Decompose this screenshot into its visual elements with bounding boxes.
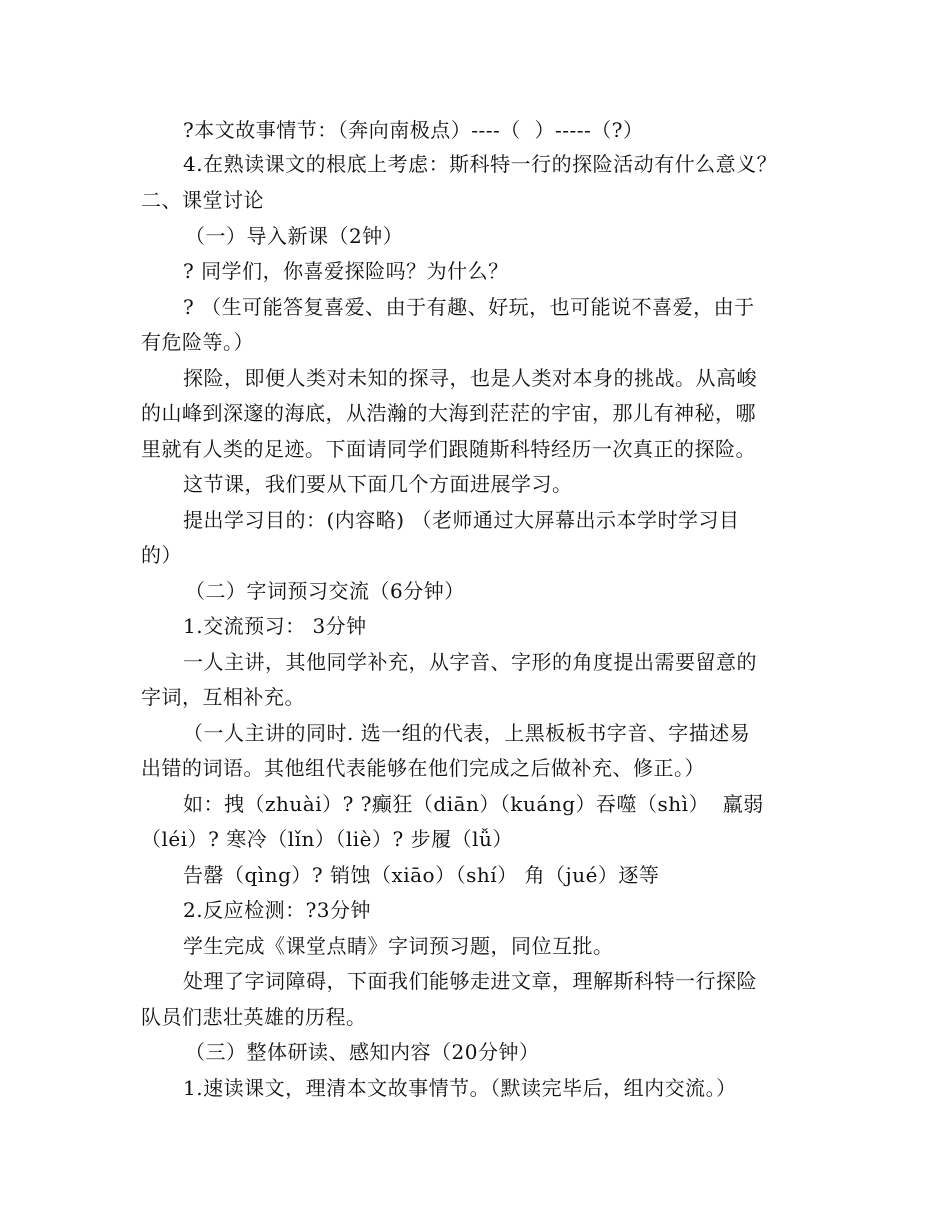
question-4: 4.在熟读课文的根底上考虑：斯科特一行的探险活动有什么意义？	[183, 152, 778, 176]
story-plot-line: ?本文故事情节：（奔向南极点）----（ ）-----（?）	[183, 118, 644, 142]
paragraph-line: 如：拽（zhuài）? ?癫狂（diān）（kuáng）吞噬（shì） 羸弱	[183, 792, 764, 816]
paragraph-line: 告罄（qìng）? 销蚀（xiāo）（shí） 角（jué）逐等	[183, 863, 660, 887]
paragraph-line: 出错的词语。其他组代表能够在他们完成之后做补充、修正。）	[141, 756, 705, 780]
paragraph-line: ? （生可能答复喜爱、由于有趣、好玩，也可能说不喜爱，由于	[183, 295, 755, 319]
paragraph-line: 处理了字词障碍，下面我们能够走进文章，理解斯科特一行探险	[183, 969, 757, 993]
paragraph-line: 的）	[141, 543, 182, 567]
paragraph-line: 里就有人类的足迹。下面请同学们跟随斯科特经历一次真正的探险。	[141, 437, 756, 461]
subsection-heading-reading: （三）整体研读、感知内容（20分钟）	[185, 1040, 540, 1064]
paragraph-line: 1.速读课文，理清本文故事情节。（默读完毕后，组内交流。）	[183, 1076, 737, 1100]
paragraph-line: ? 同学们，你喜爱探险吗？为什么？	[183, 259, 509, 283]
paragraph-line: 字词，互相补充。	[141, 685, 305, 709]
paragraph-line: （léi）? 寒冷（lǐn）（liè）? 步履（lǚ）	[141, 827, 513, 851]
paragraph-line: 有危险等。）	[141, 330, 254, 354]
subsection-heading-intro: （一）导入新课（2钟）	[185, 224, 404, 248]
paragraph-line: 1.交流预习： 3分钟	[183, 614, 367, 638]
paragraph-line: 学生完成《课堂点睛》字词预习题，同位互批。	[183, 934, 614, 958]
paragraph-line: 探险，即便人类对未知的探寻，也是人类对本身的挑战。从高峻	[183, 366, 757, 390]
paragraph-line: 提出学习目的：(内容略) （老师通过大屏幕出示本学时学习目	[183, 508, 740, 532]
paragraph-line: （一人主讲的同时. 选一组的代表，上黑板板书字音、字描述易	[183, 721, 751, 745]
paragraph-line: 2.反应检测：?3分钟	[183, 898, 372, 922]
paragraph-line: 这节课，我们要从下面几个方面进展学习。	[183, 472, 573, 496]
paragraph-line: 队员们悲壮英雄的历程。	[141, 1005, 367, 1029]
paragraph-line: 一人主讲，其他同学补充，从字音、字形的角度提出需要留意的	[183, 650, 757, 674]
section-heading-classroom-discussion: 二、课堂讨论	[141, 188, 264, 212]
paragraph-line: 的山峰到深邃的海底，从浩瀚的大海到茫茫的宇宙，那儿有神秘，哪	[141, 401, 756, 425]
subsection-heading-vocab: （二）字词预习交流（6分钟）	[185, 579, 465, 603]
